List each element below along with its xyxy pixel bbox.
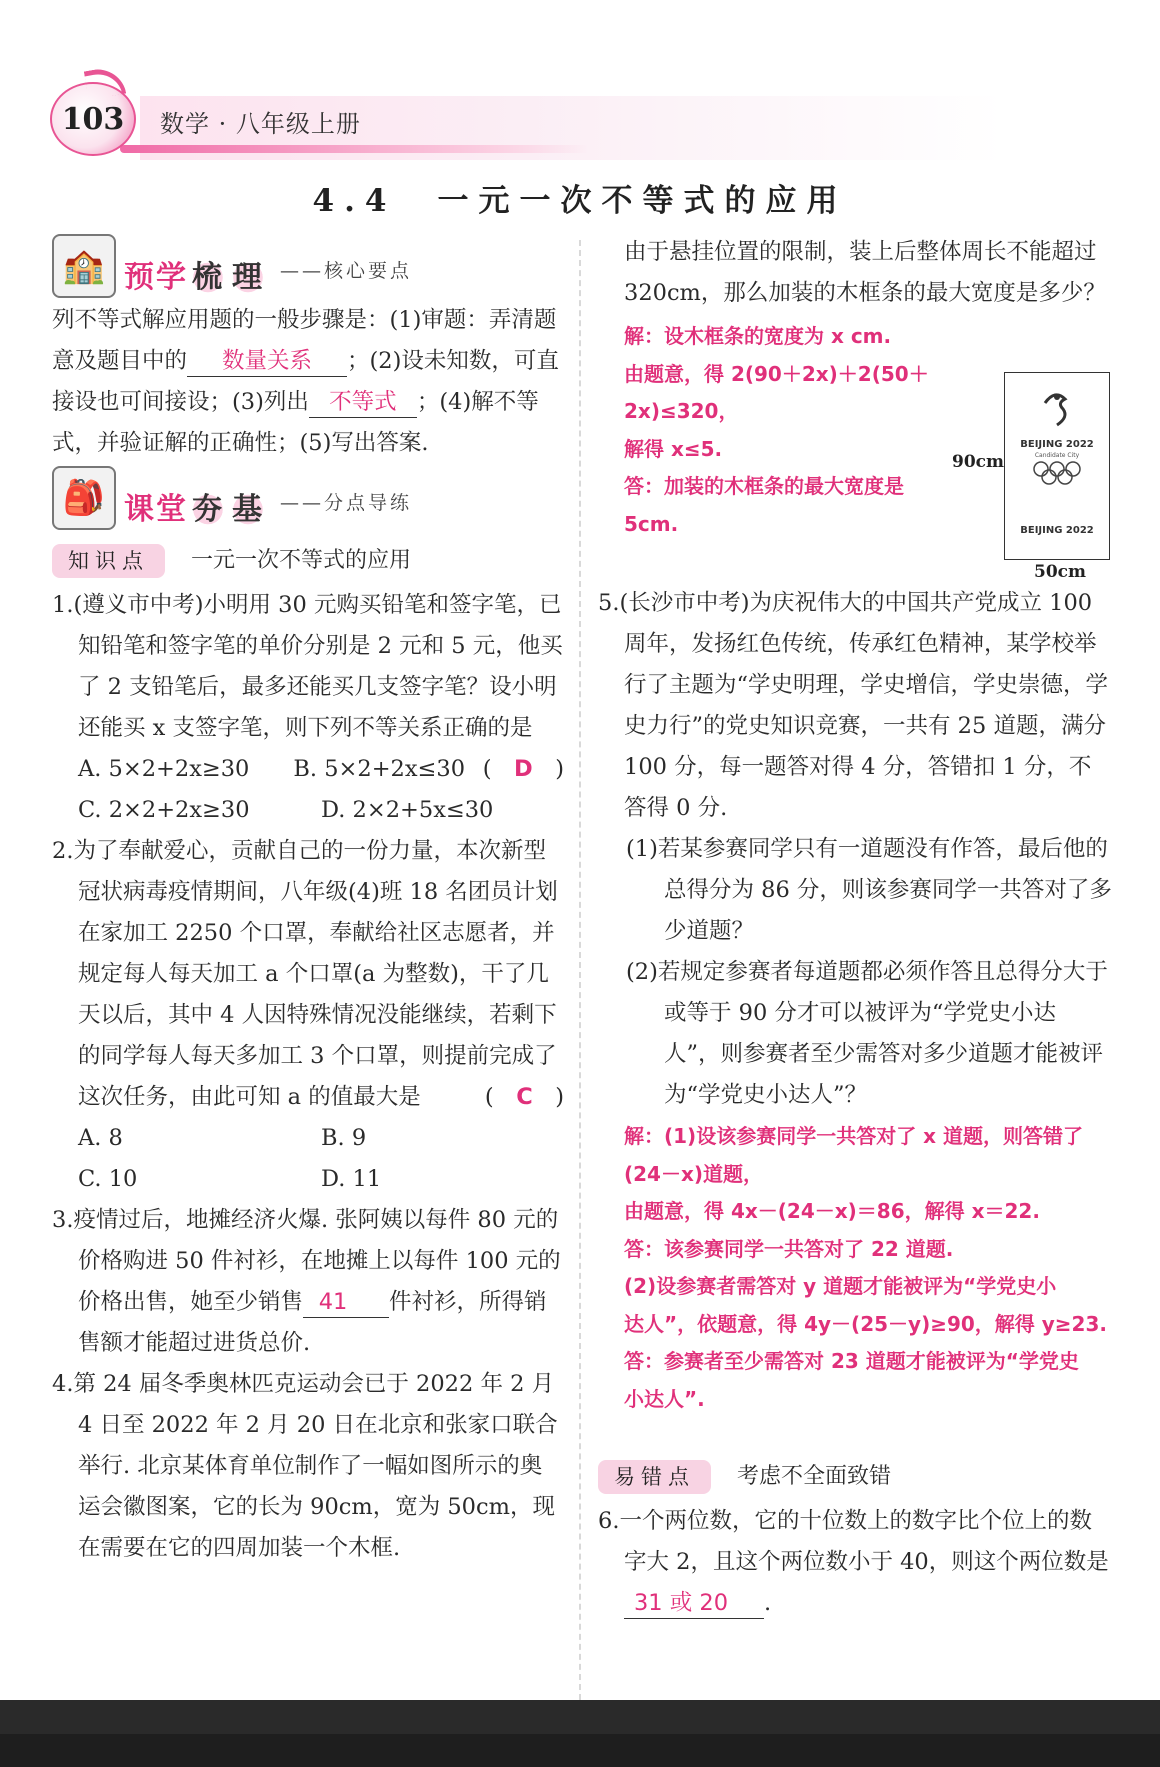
q4-solution-line: 5cm. (624, 511, 679, 536)
q5-part-2: (2)若规定参赛者每道题都必须作答且总得分大于或等于 90 分才可以被评为“学党史小达人”，则参赛者至少需答对多少道题才能被评为“学党史小达人”？ (626, 959, 1108, 1108)
q5-solution-line: 答：该参赛同学一共答对了 22 道题. (624, 1236, 954, 1261)
q2-answer-bracket: ( C ) (484, 1084, 564, 1110)
preview-banner-subtitle: —— 核心要点 (280, 251, 412, 292)
classroom-banner-subtitle: —— 分点导练 (280, 483, 412, 524)
answer-blank-2: 不等式 (309, 387, 417, 418)
answer-blank-1: 数量关系 (187, 346, 347, 377)
book-title: 数学 · 八年级上册 (160, 110, 361, 138)
preview-banner (52, 232, 564, 298)
q5-solution-line: (2)设参赛者需答对 y 道题才能被评为“学党史小 (624, 1274, 1057, 1298)
svg-text:Candidate City: Candidate City (1034, 452, 1080, 459)
header-underline (120, 145, 590, 153)
backpack-icon: 🎒 (52, 466, 116, 530)
q4-solution-line: 解得 x≤5. (624, 436, 723, 461)
q5-solution-line: 由题意，得 4x－(24－x)＝86，解得 x＝22. (624, 1199, 1040, 1223)
q4-text-part-2: 由于悬挂位置的限制，装上后整体周长不能超过 320cm，那么加装的木框条的最大宽度是多少？ (624, 239, 1106, 306)
q2-answer: C (516, 1084, 533, 1110)
q1-option-a: A. 5×2+2x≥30 (78, 756, 250, 782)
q5-solution-line: (24－x)道题， (624, 1161, 764, 1186)
q5-part-1: (1)若某参赛同学只有一道题没有作答，最后他的总得分为 86 分，则该参赛同学一共答对了多少道题？ (626, 836, 1112, 944)
q5-solution-line: 解：(1)设该参赛同学一共答对了 x 道题，则答错了 (624, 1124, 1084, 1148)
question-2: 2.为了奉献爱心，贡献自己的一份力量，本次新型冠状病毒疫情期间，八年级(4)班 18 名团员计划在家加工 2250 个口罩，奉献给社区志愿者，并规定每人每天加工 a 个口罩(a 为整数)，干了几天以后，其中 4 人因特殊情况没能继续，若剩下的同学每人每天多加工 3 个口罩，则提前完成了这次任务，由此可知 a 的值最大是 ( C ) (52, 831, 564, 1118)
classroom-banner-title: 课堂 夯 基 (124, 489, 268, 530)
page-number-badge (50, 82, 136, 156)
question-4-continued (598, 232, 1112, 314)
preview-paragraph: 列不等式解应用题的一般步骤是：(1)审题：弄清题意及题目中的 数量关系 ；(2)设未知数，可直接设也可间接设；(3)列出 不等式 ；(4)解不等式，并验证解的正确性；(5)写出答案. (52, 307, 559, 456)
svg-text:BEIJING 2022: BEIJING 2022 (1020, 525, 1094, 536)
q5-solution (598, 1118, 1112, 1418)
error-point-row (598, 1456, 1112, 1497)
preview-banner-title: 预学 梳 理 (124, 257, 268, 298)
figure-height-label: 90cm (952, 452, 1004, 472)
q5-solution-line: 小达人”. (624, 1386, 705, 1411)
page-number: 103 (61, 101, 125, 137)
q1-option-b: B. 5×2+2x≤30 (293, 756, 466, 782)
figure-width-label: 50cm (1034, 562, 1086, 582)
olympic-emblem-figure (1004, 372, 1110, 560)
q5-solution-line: 达人”，依题意，得 4y－(25－y)≥90，解得 y≥23. (624, 1311, 1107, 1336)
q1-options-row-1 (52, 749, 509, 790)
section-title: 4.4 一元一次不等式的应用 (312, 183, 848, 219)
question-4 (52, 1364, 564, 1569)
q4-solution (598, 318, 984, 543)
error-point-label: 考虑不全面致错 (737, 1464, 892, 1489)
q2-option-d: D. 11 (321, 1166, 382, 1192)
left-column (52, 232, 564, 1569)
q2-options-row-1 (52, 1118, 564, 1159)
q2-option-c: C. 10 (78, 1166, 138, 1192)
column-divider (579, 240, 581, 1700)
q1-answer: D (514, 756, 533, 782)
olympic-emblem-icon (1005, 373, 1109, 559)
question-3: 3.疫情过后，地摊经济火爆. 张阿姨以每件 80 元的价格购进 50 件衬衫，在地摊上以每件 100 元的价格出售，她至少销售 41 件衬衫，所得销售额才能超过进货总价. (52, 1207, 561, 1356)
q1-option-c: C. 2×2+2x≥30 (78, 797, 250, 823)
question-1: 1.(遵义市中考)小明用 30 元购买铅笔和签字笔，已知铅笔和签字笔的单价分别是 2 元和 5 元，他买了 2 支铅笔后，最多还能买几支签字笔？设小明还能买 x 支签字笔，则下列不等关系正确的是 ( D ) (52, 585, 564, 749)
classroom-banner (52, 464, 564, 530)
knowledge-point-row (52, 540, 564, 581)
error-point-tag: 易错点 (598, 1460, 711, 1494)
bottom-edge (0, 1734, 1160, 1767)
school-building-icon: 🏫 (52, 234, 116, 298)
q4-text-part-1: 4.第 24 届冬季奥林匹克运动会已于 2022 年 2 月 4 日至 2022 年 2 月 20 日在北京和张家口联合举行. 北京某体育单位制作了一幅如图所示的奥运会徽图案，它的长为 90cm，宽为 50cm，现在需要在它的四周加装一个木框. (52, 1371, 558, 1561)
q4-solution-line: 2x)≤320， (624, 399, 739, 423)
q2-option-a: A. 8 (78, 1125, 123, 1151)
question-5: 5.(长沙市中考)为庆祝伟大的中国共产党成立 100 周年，发扬红色传统，传承红色精神，某学校举行了主题为“学史明理，学史增信，学史崇德，学史力行”的党史知识竞赛，一共有 25 道题，满分 100 分，每一题答对得 4 分，答错扣 1 分，不答得 0 分. (598, 590, 1109, 821)
q4-solution-line: 由题意，得 2(90＋2x)＋2(50＋ (624, 361, 929, 386)
q4-solution-line: 解：设木框条的宽度为 x cm. (624, 324, 892, 348)
q3-answer-blank: 41 (303, 1287, 389, 1318)
q2-option-b: B. 9 (321, 1125, 367, 1151)
q1-options-row-2 (52, 790, 564, 831)
q5-solution-line: 答：参赛者至少需答对 23 道题才能被评为“学党史 (624, 1349, 1079, 1373)
q1-answer-bracket: ( D ) (482, 756, 564, 782)
badge-swoosh-icon (84, 65, 126, 100)
q6-answer-blank: 31 或 20 (624, 1588, 764, 1619)
knowledge-point-label: 一元一次不等式的应用 (191, 548, 412, 573)
q4-solution-line: 答：加装的木框条的最大宽度是 (624, 474, 904, 498)
q2-options-row-2 (52, 1159, 564, 1200)
knowledge-point-tag: 知识点 (52, 544, 165, 578)
svg-text:BEIJING 2022: BEIJING 2022 (1020, 439, 1094, 450)
question-6: 6.一个两位数，它的十位数上的数字比个位上的数字大 2，且这个两位数小于 40，则这个两位数是31 或 20 . (598, 1501, 1112, 1624)
q1-option-d: D. 2×2+5x≤30 (321, 797, 494, 823)
